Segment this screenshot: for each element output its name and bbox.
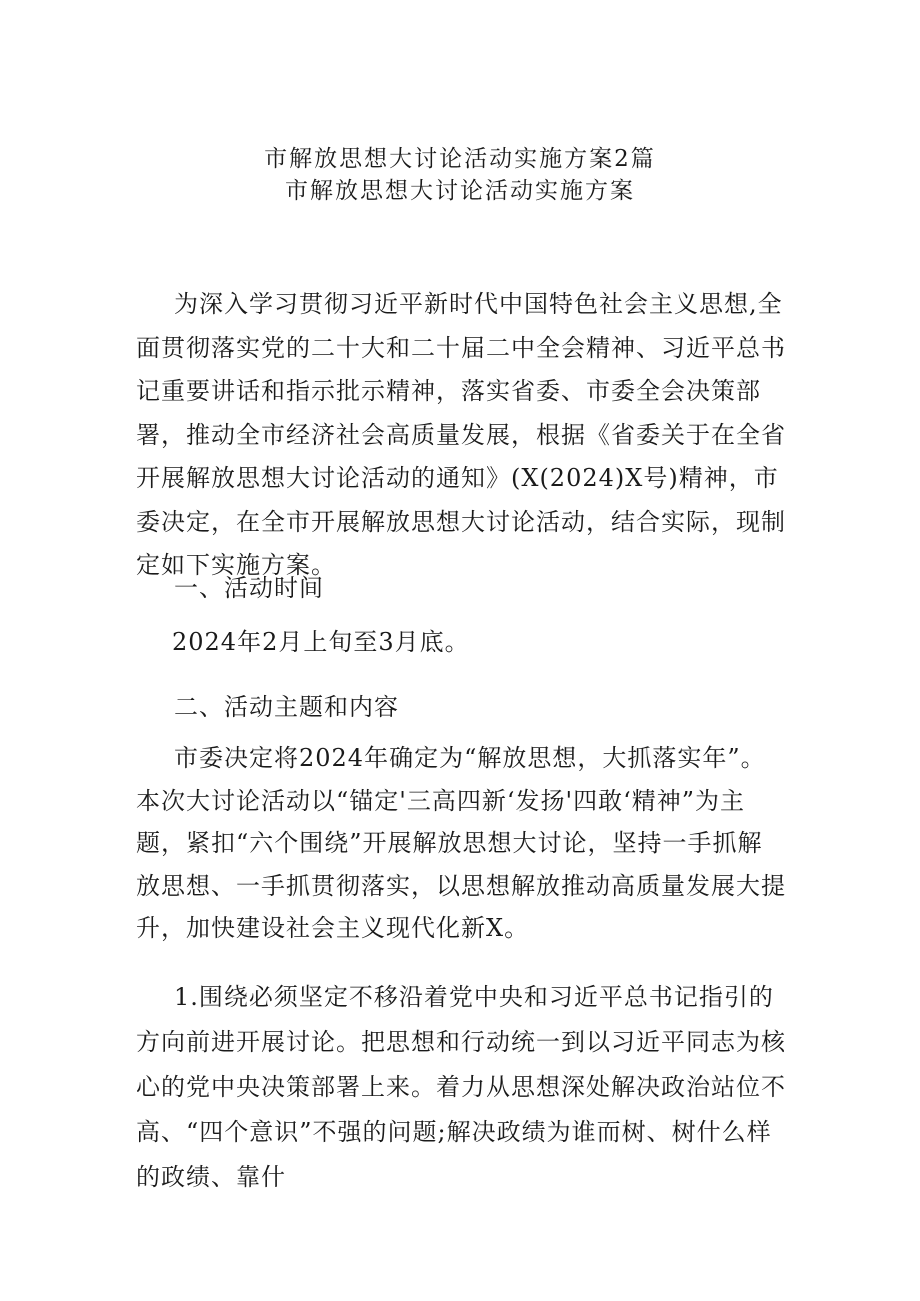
section-heading-time: 一、活动时间 xyxy=(174,574,324,602)
document-title: 市解放思想大讨论活动实施方案2篇 xyxy=(264,146,656,172)
list-item-1: 1.围绕必须坚定不移沿着党中央和习近平总书记指引的方向前进开展讨论。把思想和行动统一到以习近平同志为核心的党中央决策部署上来。着力从思想深处解决政治站位不高、“四个意识”不强的问题;解决政绩为谁而树、树什么样的政绩、靠什 xyxy=(136,983,786,1191)
intro-paragraph: 为深入学习贯彻习近平新时代中国特色社会主义思想,全面贯彻落实党的二十大和二十届二中全会精神、习近平总书记重要讲话和指示批示精神，落实省委、市委全会决策部署，推动全市经济社会高质量发展，根据《省委关于在全省开展解放思想大讨论活动的通知》(X(2024)X号)精神，市委决定，在全市开展解放思想大讨论活动，结合实际，现制定如下实施方案。 xyxy=(136,290,786,579)
section-text-theme: 市委决定将2024年确定为“解放思想，大抓落实年”。本次大讨论活动以“锚定'三高四新‘发扬'四敢‘精神”为主题，紧扣“六个围绕”开展解放思想大讨论，坚持一手抓解放思想、一手抓贯彻落实，以思想解放推动高质量发展大提升，加快建设社会主义现代化新X。 xyxy=(136,744,786,942)
document-subtitle: 市解放思想大讨论活动实施方案 xyxy=(285,178,635,204)
section-text-time: 2024年2月上旬至3月底。 xyxy=(172,628,470,656)
section-heading-theme: 二、活动主题和内容 xyxy=(174,693,399,721)
title-block xyxy=(0,143,920,207)
